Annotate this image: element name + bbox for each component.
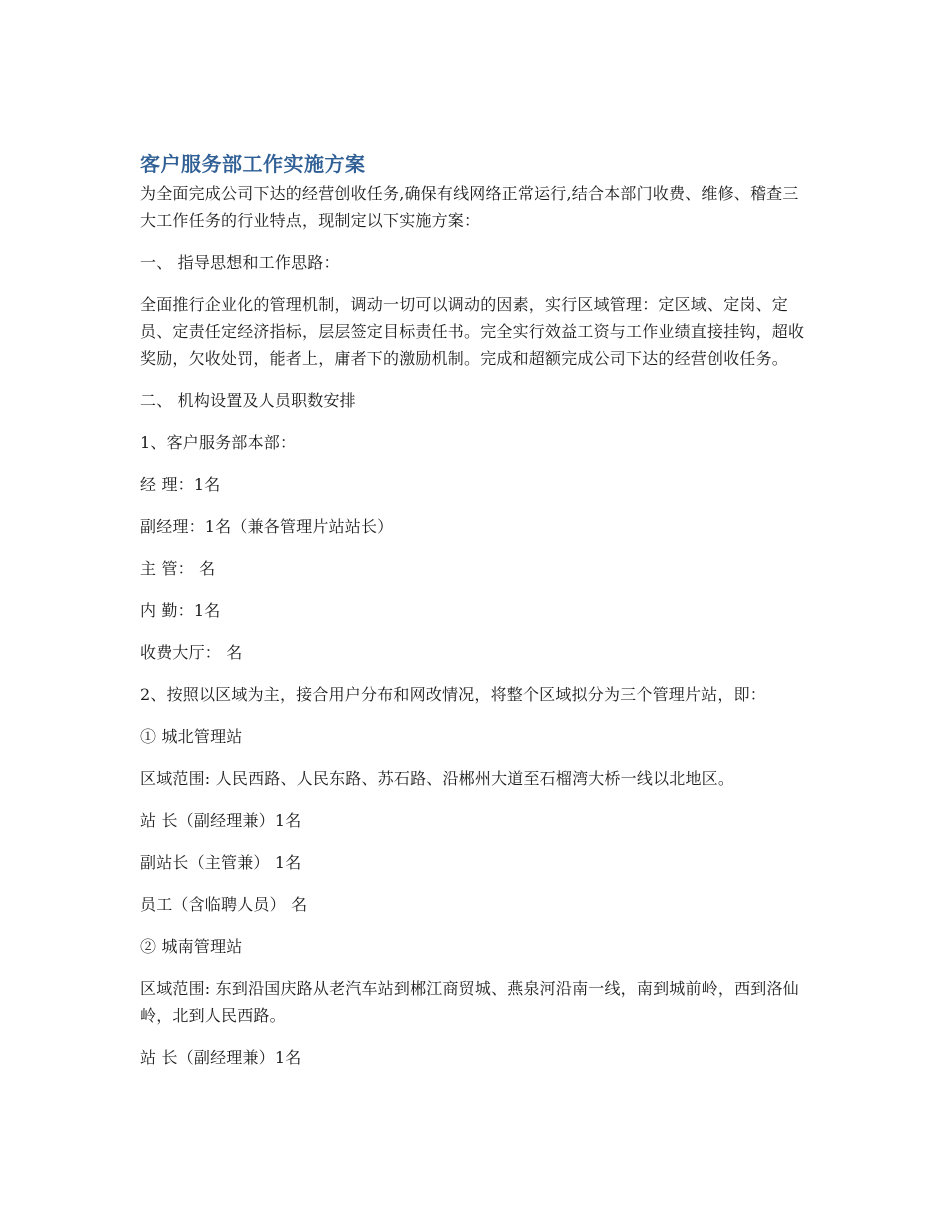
staff-line-manager: 经 理：1名 bbox=[140, 475, 221, 494]
south-station-area: 区域范围: 东到沿国庆路从老汽车站到郴江商贸城、燕泉河沿南一线，南到城前岭，西到洛仙岭，北到人民西路。 bbox=[140, 979, 799, 1025]
staff-line-payment-hall: 收费大厅： 名 bbox=[140, 643, 243, 662]
subsection-headquarters: 1、客户服务部本部： bbox=[140, 433, 297, 452]
document-title: 客户服务部工作实施方案 bbox=[140, 152, 366, 176]
section-heading-organization: 二、 机构设置及人员职数安排 bbox=[140, 391, 356, 410]
guiding-ideas-paragraph: 全面推行企业化的管理机制，调动一切可以调动的因素，实行区域管理：定区域、定岗、定员、定责任定经济指标，层层签定目标责任书。完全实行效益工资与工作业绩直接挂钩，超收奖励，欠收处罚，能者上，庸者下的激励机制。完成和超额完成公司下达的经营创收任务。 bbox=[140, 295, 805, 368]
staff-line-office-clerk: 内 勤：1名 bbox=[140, 601, 221, 620]
north-station-staff: 员工（含临聘人员） 名 bbox=[140, 895, 308, 914]
staff-line-deputy-manager: 副经理：1名（兼各管理片站站长） bbox=[140, 517, 394, 536]
station-heading-north: ① 城北管理站 bbox=[140, 727, 243, 746]
north-station-area: 区域范围: 人民西路、人民东路、苏石路、沿郴州大道至石榴湾大桥一线以北地区。 bbox=[140, 769, 735, 788]
section-heading-guiding-ideas: 一、 指导思想和工作思路： bbox=[140, 253, 340, 272]
south-station-head: 站 长（副经理兼）1名 bbox=[140, 1048, 302, 1067]
station-heading-south: ② 城南管理站 bbox=[140, 937, 243, 956]
north-station-deputy-head: 副站长（主管兼） 1名 bbox=[140, 853, 302, 872]
staff-line-supervisor: 主 管： 名 bbox=[140, 559, 216, 578]
document-page bbox=[140, 148, 812, 1071]
intro-paragraph: 为全面完成公司下达的经营创收任务,确保有线网络正常运行,结合本部门收费、维修、稽查三大工作任务的行业特点，现制定以下实施方案： bbox=[140, 184, 799, 230]
subsection-regional-stations: 2、按照以区域为主，接合用户分布和网改情况，将整个区域拟分为三个管理片站，即： bbox=[140, 685, 766, 704]
north-station-head: 站 长（副经理兼）1名 bbox=[140, 811, 302, 830]
